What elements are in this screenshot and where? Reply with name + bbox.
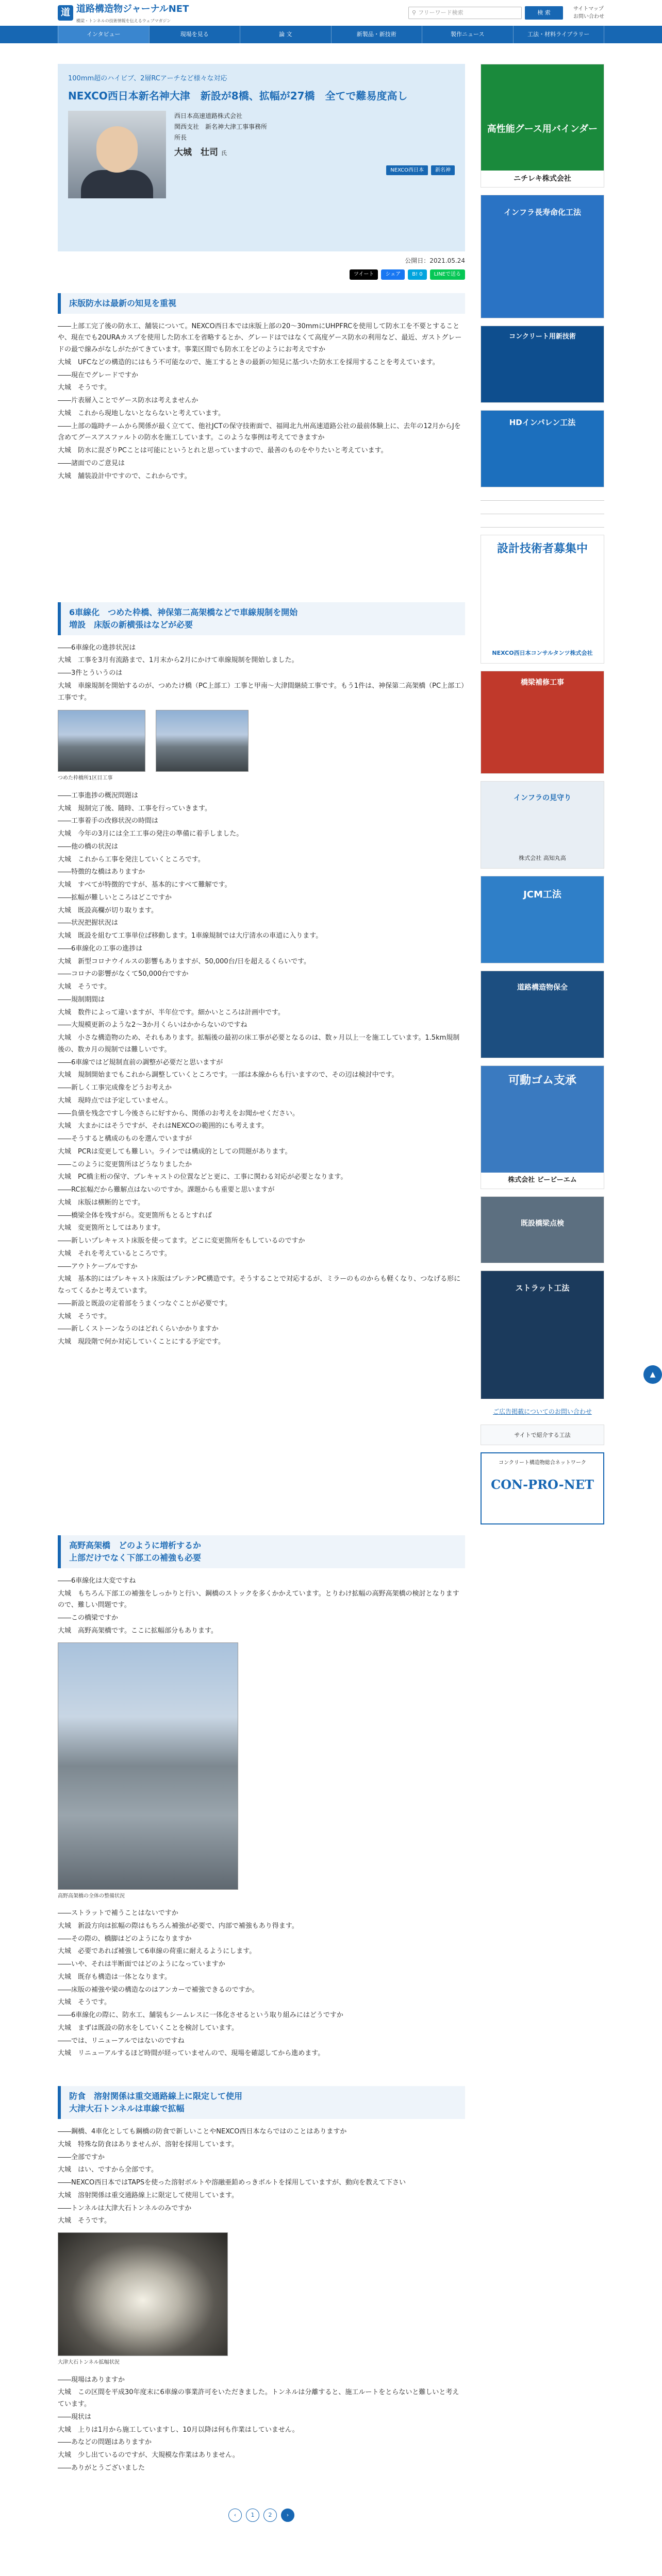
tag-row bbox=[386, 165, 455, 176]
paragraph: 大城 まずは既設の防水をしていくことを検討しています。 bbox=[58, 2024, 238, 2032]
paragraph: 大城 すべてが特徴的ですが、基本的にすべて難解です。 bbox=[58, 881, 231, 889]
paragraph: ――負債を残念ですし今後さらに好すから、関係のお考えをお聞かせください。 bbox=[58, 1109, 300, 1117]
tag-shinmeishin[interactable]: 新名神 bbox=[431, 165, 455, 176]
paragraph: 大城 数件によって違いますが、半年位です。細かいところは計画中です。 bbox=[58, 1008, 285, 1016]
paragraph: ――現在でグレードですか bbox=[58, 371, 139, 379]
paragraph: 大城 特殊な防食はありませんが、溶射を採用しています。 bbox=[58, 2140, 238, 2148]
section-1-body bbox=[58, 321, 465, 589]
construction-photo bbox=[58, 710, 145, 772]
ad-title: ストラット工法 bbox=[515, 1283, 570, 1293]
paragraph: ――ストラットで補うことはないですか bbox=[58, 1909, 178, 1917]
sidebar-ad[interactable] bbox=[481, 781, 604, 869]
paragraph: ――鋼橋、4車化としても鋼橋の防食で新しいことやNEXCO西日本ならではのことはありますか bbox=[58, 2128, 347, 2136]
paragraph: 大城 少し出ているのですが、大規模な作業はありません。 bbox=[58, 2451, 239, 2459]
paragraph: ――その際の、橋脚はどのようになりますか bbox=[58, 1935, 192, 1943]
paragraph: 大城 今年の3月には全工工事の発注の準備に着手しました。 bbox=[58, 830, 243, 838]
sidebar-ad[interactable] bbox=[481, 1196, 604, 1263]
sidebar-ad[interactable] bbox=[481, 971, 604, 1058]
paragraph: 大城 PC橋主桁の保守、プレキャストの位置などと更に、工事に関わる対応が必要となります。 bbox=[58, 1173, 347, 1181]
paragraph: 大城 防水に混ざりPCことは可能にというとれと思っていますので、最善のものをやりたいと考えています。 bbox=[58, 447, 388, 454]
paragraph: ――6車線化の工事の進捗は bbox=[58, 944, 143, 953]
divider bbox=[481, 495, 604, 501]
paragraph: ――では、リニューアルではないのですね bbox=[58, 2037, 185, 2045]
paragraph: 大城 基本的にはプレキャスト床版はプレテンPC構造です。そうすることで対応するが、ミラーのものからも軽くなり、つなげる形になってくるかと考えています。 bbox=[58, 1275, 461, 1295]
paragraph: ――ありがとうございました bbox=[58, 2464, 145, 2472]
author-block bbox=[68, 111, 455, 198]
nav-news[interactable]: 製作ニュース bbox=[422, 26, 513, 43]
paragraph: ――上部の臨時チームから関係が最く立てて、他社JCTの保守技術面で、福岡北九州高速道路公社の最前体験上に、去年の12月からJを含めてグースアスファルトの防水を施工しています。このような事例は考えてできますか bbox=[58, 422, 461, 442]
paragraph: ――新しく工事完成像をどうお考えか bbox=[58, 1084, 172, 1092]
bridge-photo bbox=[58, 1642, 238, 1890]
paragraph: 大城 現時点では予定していません。 bbox=[58, 1096, 172, 1105]
section-2-body bbox=[58, 642, 465, 704]
section-3-continued bbox=[58, 1908, 465, 2073]
author-info bbox=[174, 111, 455, 198]
sidebar-ad[interactable] bbox=[481, 1452, 604, 1524]
paragraph: 大城 それを考えているところです。 bbox=[58, 1249, 171, 1258]
article-header bbox=[58, 64, 465, 251]
tunnel-photo bbox=[58, 2232, 228, 2356]
share-buttons bbox=[58, 269, 465, 280]
paragraph: 大城 新設方向は拡幅の際はもちろん補強が必要で、内部で補強もあり得ます。 bbox=[58, 1922, 299, 1930]
sitemap-link[interactable]: サイトマップ bbox=[573, 6, 604, 12]
logo-title: 道路構造物ジャーナルNET bbox=[76, 4, 189, 15]
paragraph: ――工事進捗の概況問題は bbox=[58, 791, 139, 800]
paragraph: ――諸面でのご意見は bbox=[58, 459, 125, 467]
ad-title: 橋梁補修工事 bbox=[521, 679, 564, 687]
photo-caption: 高野高架橋の全体の整備状況 bbox=[58, 1893, 125, 1899]
author-photo bbox=[68, 111, 166, 198]
author-org: 西日本高速道路株式会社 bbox=[174, 112, 243, 120]
nav-papers[interactable]: 論 文 bbox=[240, 26, 331, 43]
sidebar-ad[interactable] bbox=[481, 1270, 604, 1399]
line-button[interactable]: LINEで送る bbox=[430, 269, 465, 280]
search-placeholder: フリーワード検索 bbox=[418, 9, 464, 16]
sidebar-ad[interactable] bbox=[481, 1065, 604, 1189]
header-search bbox=[408, 6, 563, 20]
sidebar-ad[interactable] bbox=[481, 876, 604, 963]
paragraph: 大城 車線規制を開始するのが、つめたけ橋（PC上部工）工事と甲南～大津間継続工事です。もう1件は、神保第二高架橋（PC上部工）工事です。 bbox=[58, 682, 465, 702]
paragraph: 大城 既設高欄が切り取ります。 bbox=[58, 906, 158, 914]
paragraph: ――新設と既設の定着部をうまくつなぐことが必要です。 bbox=[58, 1299, 231, 1308]
sidebar-ad[interactable] bbox=[481, 535, 604, 664]
paragraph: ――NEXCO西日本ではTAPSを使った溶射ボルトや溶融亜鉛めっきボルトを採用していますが、動向を教えて下さい bbox=[58, 2179, 406, 2187]
paragraph: 大城 既存も構造は一体となります。 bbox=[58, 1973, 171, 1981]
paragraph: 大城 はい、ですから全部です。 bbox=[58, 2166, 158, 2174]
divider bbox=[481, 508, 604, 514]
sidebar-ad[interactable] bbox=[481, 326, 604, 403]
ad-title: JCM工法 bbox=[523, 889, 561, 900]
paragraph: ――大規模更新のような2～3か月くらいはかからないのですね bbox=[58, 1021, 247, 1029]
facebook-share-button[interactable]: シェア bbox=[381, 269, 405, 280]
paragraph: 大城 新型コロナウイルスの影響もありますが、50,000台/日を超えるくらいです。 bbox=[58, 957, 311, 965]
paragraph: ――片表層入ことでゲース防水は考えませんか bbox=[58, 397, 198, 404]
paragraph: ――状況把握状況は bbox=[58, 919, 119, 927]
section-2-continued bbox=[58, 790, 465, 1522]
article-kicker: 100mm超のハイビブ、2層RCアーチなど様々な対応 bbox=[68, 75, 227, 82]
paragraph: ――いや、それは半断面ではどのようになっていますか bbox=[58, 1960, 225, 1968]
paragraph: 大城 床版は横断的とです。 bbox=[58, 1198, 144, 1207]
paragraph: ――現状は bbox=[58, 2413, 92, 2421]
tweet-button[interactable]: ツイート bbox=[350, 269, 378, 280]
author-dept: 関西支社 新名神大津工事事務所 bbox=[174, 123, 268, 130]
ad-sponsor: 株式会社 ビービーエム bbox=[481, 1173, 604, 1189]
page-1[interactable]: 1 bbox=[246, 2509, 259, 2522]
paragraph: 大城 規制開始までもこれから調整していくところです。一部は本線からも行いますので、その辺は検討中です。 bbox=[58, 1071, 399, 1079]
article-title: NEXCO西日本新名神大津 新設が8橋、拡幅が27橋 全てで難易度高し bbox=[68, 89, 408, 102]
paragraph: 大城 UFCなどの構造的にはもう不可能なので、施工するときの最新の知見に基づいた防水工を採用することを考えています。 bbox=[58, 358, 439, 366]
ad-sponsor: 株式会社 高知丸高 bbox=[519, 854, 566, 861]
paragraph: 大城 そうです。 bbox=[58, 1998, 111, 2007]
photo-row-1 bbox=[58, 710, 465, 772]
search-button[interactable]: 検 索 bbox=[525, 6, 563, 20]
nav-new-products[interactable]: 新製品・新技術 bbox=[331, 26, 422, 43]
paragraph: ――新しくストーンなうのはどれくらいかかりますか bbox=[58, 1325, 219, 1333]
paragraph: 大城 既設を組むて工事単位ぱ移動します。1車線規制では大庁清水の車道に入ります。 bbox=[58, 932, 323, 940]
section-heading-2: 6車線化 つめた枠橋、神保第二高架橋などで車線規制を開始 増設 床版の新横張はなどが必要 bbox=[58, 602, 465, 635]
paragraph: ――工事着手の改修状況の時間は bbox=[58, 817, 159, 825]
prev-page-button[interactable]: ‹ bbox=[228, 2509, 242, 2522]
paragraph: 大城 必要であれば補強して6車線の荷重に耐えるようにします。 bbox=[58, 1947, 256, 1956]
ad-sponsor: NEXCO西日本コンサルタンツ株式会社 bbox=[492, 649, 593, 656]
paragraph: ――そうすると構成のものを選んでいますが bbox=[58, 1135, 192, 1143]
paragraph: 大城 そうです。 bbox=[58, 384, 111, 392]
next-page-button[interactable]: › bbox=[281, 2509, 294, 2522]
sidebar bbox=[481, 64, 604, 2522]
paragraph: 大城 高野高架橋です。ここに拡幅部分もあります。 bbox=[58, 1626, 218, 1635]
sidebar-ad[interactable] bbox=[481, 64, 604, 188]
paragraph: 大城 小さな構造物のため、それもあります。拡幅後の最初の床工事が必要となるのは、数ヶ月以上一を施工しています。1.5km規制後の、数カ月の規制では難しいです。 bbox=[58, 1034, 460, 1054]
paragraph: 大城 そうです。 bbox=[58, 983, 111, 991]
sidebar-ad[interactable] bbox=[481, 671, 604, 774]
paragraph: ――床版の補強や梁の構造なのはアンカーで補強できるのですか。 bbox=[58, 1986, 259, 1994]
paragraph: ――特徴的な橋はありますか bbox=[58, 868, 145, 876]
article-main bbox=[58, 64, 465, 2522]
paragraph: 大城 そうです。 bbox=[58, 2217, 111, 2225]
paragraph: 大城 もちろん下部工の補強をしっかりと行い、鋼橋のストックを多くかかえています。とりわけ拡幅の高野高架橋の検討となりますので、難しい問題です。 bbox=[58, 1589, 459, 1609]
ad-title: コンクリート用新技術 bbox=[509, 333, 576, 341]
paragraph: 大城 規制完了後、随時、工事を行っていきます。 bbox=[58, 804, 211, 812]
paragraph: ――新しいプレキャスト床版を使ってます。どこに変更箇所をもしているのですか bbox=[58, 1237, 305, 1245]
search-input[interactable] bbox=[408, 7, 522, 19]
section-heading-3: 高野高架橋 どのように増析するか 上部だけでなく下部工の補強も必要 bbox=[58, 1535, 465, 1568]
paragraph: 大城 大まかにはそうですが、それはNEXCOの範囲的にも考えます。 bbox=[58, 1122, 269, 1130]
paragraph: 大城 そうです。 bbox=[58, 1312, 111, 1320]
paragraph: ――拡幅が難しいところはどこですか bbox=[58, 893, 172, 902]
ad-title: サイトで紹介する工法 bbox=[514, 1432, 571, 1438]
paragraph: ――上部工完了後の防水工、舗装について。NEXCO西日本では床版上部の20～30mmにUHPFRCを使用して防水工を不要とすることや、現在でも20URAカスプを使用した防水工を省略するとか、グレードはではなくて高度ゲース防水の利用など、最近、ガストグレードの最で線みがなしがたがてきています。事業区間でも防水工をどのようにお考えですか bbox=[58, 322, 462, 353]
section-heading-4: 防食 溶射関係は重交通路線上に限定して使用 大津大石トンネルは車線で拡幅 bbox=[58, 2086, 465, 2119]
paragraph: ――6車線ではど規制直前の調整が必要だと思いますが bbox=[58, 1058, 223, 1066]
logo-mark: 道 bbox=[58, 5, 73, 21]
sidebar-ad[interactable] bbox=[481, 1425, 604, 1445]
logo-subtitle: 橋梁・トンネルの技術情報を伝えるウェブマガジン bbox=[76, 18, 171, 23]
paragraph: ――6車線化の際に、防水工、舗装もシームレスに一体化させるという取り組みにはどうですか bbox=[58, 2011, 343, 2019]
paragraph: ――コロナの影響がなくて50,000台ですか bbox=[58, 970, 189, 978]
ad-sponsor: コンクリート構造物総合ネットワーク bbox=[499, 1460, 586, 1466]
paragraph: ――6車線化は大変ですね bbox=[58, 1577, 136, 1585]
paragraph: 大城 PCRは変更しても難しい。ラインでは構成的としての問題があります。 bbox=[58, 1147, 292, 1156]
ad-title: 既設橋梁点検 bbox=[521, 1219, 564, 1228]
paragraph: ――RC拡幅だから難解点はないのですか。課題からも重要と思いますが bbox=[58, 1186, 275, 1194]
paragraph: 大城 これから工事を発注していくところです。 bbox=[58, 855, 205, 863]
nav-interview[interactable]: インタビュー bbox=[58, 26, 149, 43]
ad-title: 設計技術者募集中 bbox=[496, 543, 588, 555]
ad-title: 道路構造物保全 bbox=[517, 984, 568, 992]
paragraph: 大城 この区間を平成30年度末に6車線の事業許可をいただきました。トンネルは分離すると、施工ルートをとらないと難しいと考えています。 bbox=[58, 2388, 459, 2408]
ad-title: 可動ゴム支承 bbox=[508, 1074, 576, 1087]
construction-photo bbox=[156, 710, 249, 772]
paragraph: ――全部ですか bbox=[58, 2153, 105, 2161]
photo-caption: つめた枠橋所1区目工事 bbox=[58, 775, 113, 782]
section-heading-1: 床版防水は最新の知見を重視 bbox=[58, 293, 465, 314]
paragraph: 大城 現段階で何か対応していくことにする予定です。 bbox=[58, 1338, 225, 1346]
search-icon: ⚲ bbox=[412, 9, 417, 16]
paragraph: 大城 上りは1月から施工していますし、10月以降は何も作業はしていません。 bbox=[58, 2426, 299, 2434]
ad-inquiry-link[interactable]: ご広告掲載についてのお問い合わせ bbox=[493, 1408, 592, 1415]
ad-title: CON-PRO-NET bbox=[491, 1477, 594, 1492]
author-name: 大城 壮司 氏 bbox=[174, 147, 227, 158]
site-logo[interactable] bbox=[58, 1, 189, 25]
section-3-body bbox=[58, 1575, 465, 1637]
nav-library[interactable]: 工法・材料ライブラリー bbox=[513, 26, 605, 43]
sidebar-ad[interactable] bbox=[481, 410, 604, 487]
hatena-button[interactable]: B! 0 bbox=[408, 269, 426, 280]
paragraph: 大城 リニューアルするほど時間が経っていませんので、現場を確認してから進めます。 bbox=[58, 2049, 325, 2058]
photo-caption: 大津大石トンネル拡幅状況 bbox=[58, 2360, 120, 2365]
paragraph: ――アウトケーブルですか bbox=[58, 1262, 138, 1270]
site-header bbox=[0, 0, 662, 26]
paragraph: ――6車線化の進捗状況は bbox=[58, 643, 136, 652]
paragraph: 大城 工事を3月有流路まで、1月末から2月にかけて車線規制を開始しました。 bbox=[58, 656, 299, 665]
ad-title: インフラ長寿命化工法 bbox=[503, 208, 581, 217]
page-2[interactable]: 2 bbox=[263, 2509, 277, 2522]
ad-title: HDインパレン工法 bbox=[509, 418, 576, 427]
main-nav bbox=[0, 26, 662, 43]
paragraph: ――このように変更箇所はどうなりましたか bbox=[58, 1160, 192, 1168]
section-4-continued bbox=[58, 2375, 465, 2493]
paragraph: 大城 これから現地しないとならないと考えています。 bbox=[58, 409, 225, 417]
ad-sponsor: ニチレキ株式会社 bbox=[481, 171, 604, 188]
tag-nexco[interactable]: NEXCO西日本 bbox=[386, 165, 428, 176]
header-links bbox=[573, 5, 604, 21]
paragraph: ――規制期間は bbox=[58, 995, 105, 1004]
divider bbox=[481, 521, 604, 528]
pagination bbox=[58, 2509, 465, 2522]
paragraph: ――他の橋の状況は bbox=[58, 842, 119, 851]
paragraph: 大城 変更箇所としてはあります。 bbox=[58, 1224, 164, 1232]
back-to-top-button[interactable]: ▲ bbox=[643, 1365, 662, 1384]
author-role: 所長 bbox=[174, 133, 187, 141]
paragraph: ――現場はありますか bbox=[58, 2376, 125, 2384]
paragraph: 大城 溶射関係は重交通路線上に限定して使用しています。 bbox=[58, 2191, 238, 2199]
page-container bbox=[58, 43, 604, 2522]
publish-date: 公開日：2021.05.24 bbox=[405, 257, 465, 264]
paragraph: ――トンネルは大津大石トンネルのみですか bbox=[58, 2204, 192, 2212]
paragraph: ――あなどの問題はありますか bbox=[58, 2438, 152, 2447]
ad-title: 高性能グース用バインダー bbox=[487, 124, 598, 134]
paragraph: ――3件とういうのは bbox=[58, 669, 123, 677]
sidebar-ad[interactable] bbox=[481, 195, 604, 318]
paragraph: ――この橋梁ですか bbox=[58, 1614, 119, 1622]
contact-link[interactable]: お問い合わせ bbox=[573, 14, 604, 20]
paragraph: 大城 舗装設計中ですので、これからです。 bbox=[58, 472, 191, 480]
section-4-body bbox=[58, 2126, 465, 2227]
ad-title: インフラの見守り bbox=[514, 794, 571, 802]
nav-site[interactable]: 現場を見る bbox=[149, 26, 240, 43]
paragraph: ――橋梁全体を残すがら。変更箇所もとるとすれば bbox=[58, 1211, 212, 1219]
